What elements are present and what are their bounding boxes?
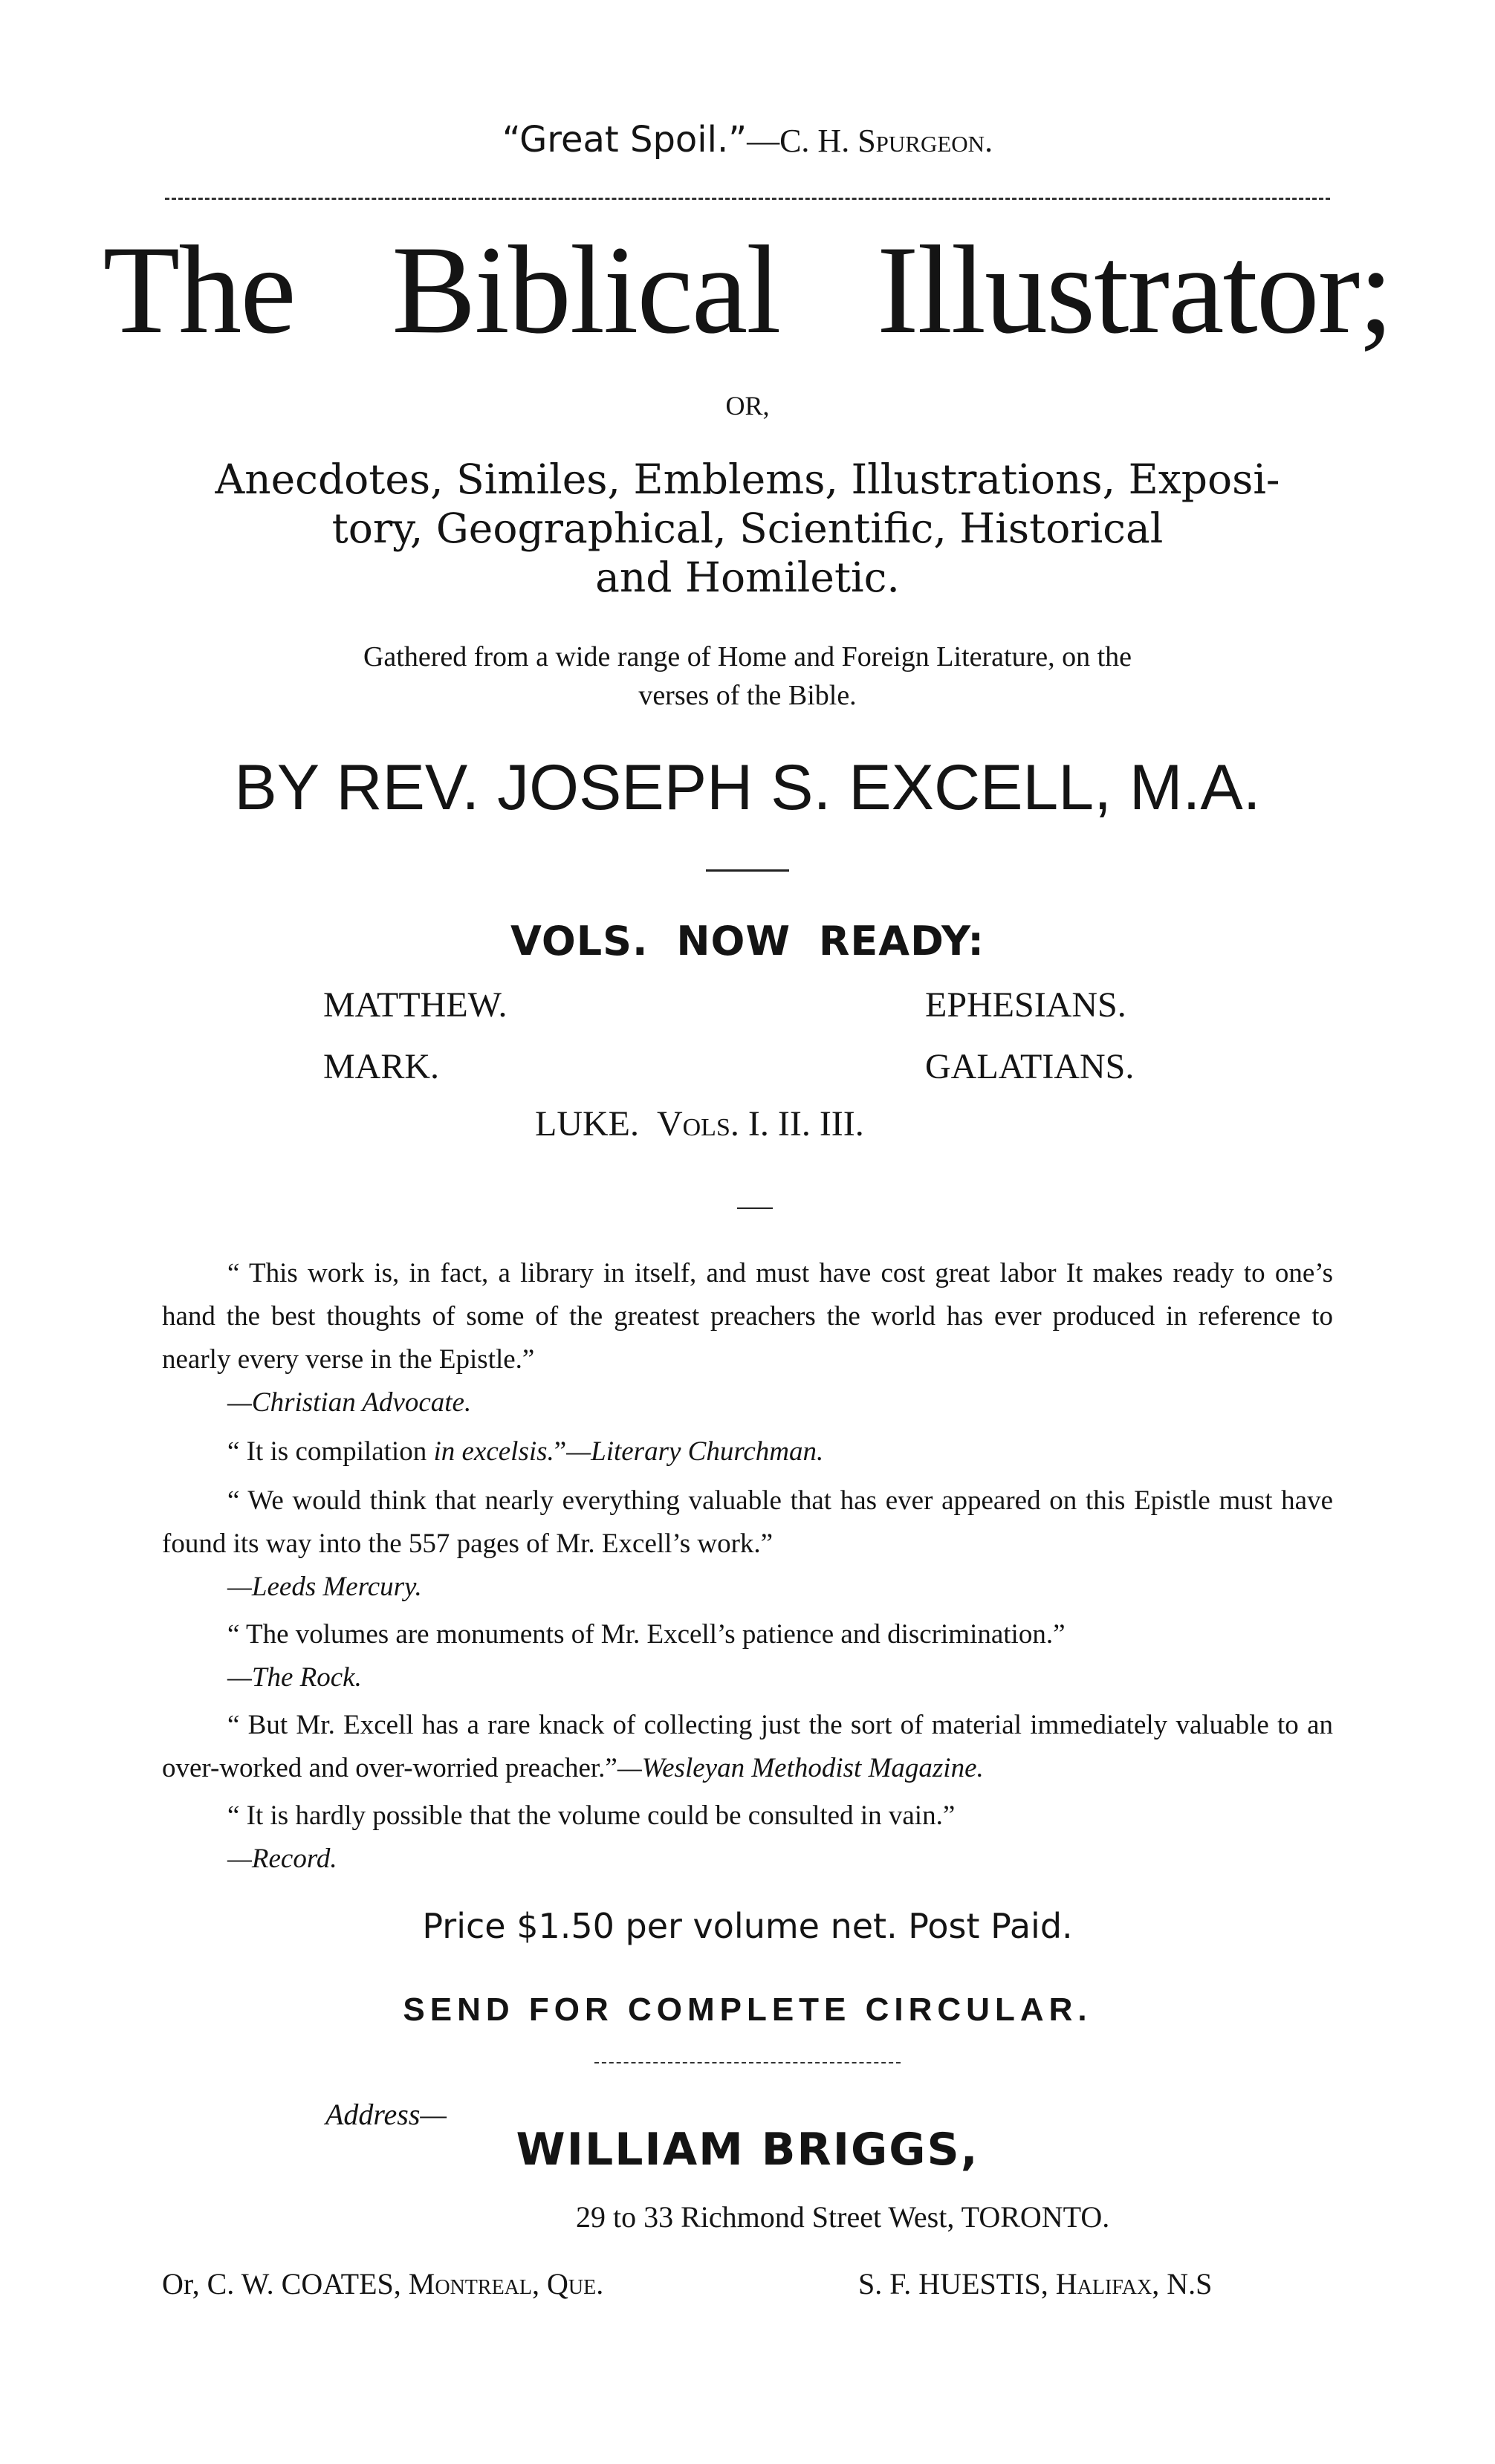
subtitle-line: Anecdotes, Similes, Emblems, Illustrations, Exposi-	[215, 455, 1280, 503]
review-source: —Christian Advocate.	[227, 1387, 472, 1418]
volume-mark: MARK.	[323, 1047, 440, 1086]
review-text: “ It is hardly possible that the volume could be consulted in vain.”	[227, 1800, 956, 1831]
header-attribution: —C. H. Spurgeon.	[747, 123, 993, 159]
volume-ephesians: EPHESIANS.	[925, 985, 1126, 1025]
montreal-agent	[162, 2266, 603, 2301]
page-title: The Biblical Illustrator;	[103, 220, 1392, 360]
gathered-line: verses of the Bible.	[638, 680, 857, 711]
montreal-city: Montreal, Que.	[408, 2267, 604, 2301]
review-text: “ The volumes are monuments of Mr. Excell’s patience and discrimination.”	[227, 1619, 1066, 1650]
header-quote: “Great Spoil.”	[502, 119, 748, 161]
subtitle-line: tory, Geographical, Scientific, Historical	[331, 505, 1164, 552]
circular-line: SEND FOR COMPLETE CIRCULAR.	[403, 1991, 1092, 2028]
address-label: Address—	[325, 2098, 447, 2131]
author-line: BY REV. JOSEPH S. EXCELL, M.A.	[234, 752, 1261, 823]
review	[162, 1613, 1333, 1699]
luke-label: LUKE.	[535, 1104, 639, 1144]
header-quote-line	[0, 119, 1495, 161]
review	[162, 1479, 1333, 1609]
subtitle	[0, 455, 1495, 602]
review-italic: in excelsis.	[433, 1436, 554, 1467]
review-text: ”	[554, 1436, 567, 1467]
review-text: “ We would think that nearly everything valuable that has ever appeared on this Epistle must have found its way into the 557 pages of Mr. Excell’s work.”	[162, 1485, 1333, 1559]
review-source: —Wesleyan Methodist Magazine.	[617, 1753, 984, 1783]
montreal-agent-name: Or, C. W. COATES,	[162, 2267, 409, 2301]
review-source: —Literary Churchman.	[566, 1436, 824, 1467]
price-line: Price $1.50 per volume net. Post Paid.	[422, 1906, 1073, 1946]
short-rule	[706, 869, 789, 872]
halifax-agent	[858, 2266, 1212, 2301]
review-text: “ It is compilation	[227, 1436, 434, 1467]
subtitle-line: and Homiletic.	[595, 554, 900, 601]
review-source: —The Rock.	[227, 1662, 362, 1693]
street-address: 29 to 33 Richmond Street West, TORONTO.	[576, 2200, 1110, 2234]
review	[162, 1794, 1333, 1881]
volume-galatians: GALATIANS.	[925, 1047, 1135, 1086]
review-source: —Record.	[227, 1844, 337, 1874]
review	[162, 1430, 1333, 1473]
or-label: OR,	[725, 391, 770, 421]
volume-luke	[535, 1103, 864, 1144]
review-text: “ But Mr. Excell has a rare knack of collecting just the sort of material immediately valuable to an over-worked and over-worried preacher.”	[162, 1710, 1333, 1783]
vols-heading: VOLS. NOW READY:	[510, 918, 985, 964]
review	[162, 1252, 1333, 1424]
gathered-note	[0, 638, 1495, 715]
halifax-agent-name: S. F. HUESTIS,	[858, 2267, 1056, 2301]
reviews	[162, 1252, 1333, 1881]
publisher-name: WILLIAM BRIGGS,	[516, 2124, 979, 2176]
top-dashed-rule	[165, 198, 1330, 200]
review-source: —Leeds Mercury.	[227, 1572, 422, 1602]
gathered-line: Gathered from a wide range of Home and Foreign Literature, on the	[363, 641, 1132, 672]
short-rule-2	[737, 1207, 773, 1209]
review-text: “ This work is, in fact, a library in itself, and must have cost great labor It makes ready to one’s hand the best thoughts of some of the greatest preachers the world has ever produced in reference to nearly every verse in the Epistle.”	[162, 1258, 1333, 1375]
review	[162, 1704, 1333, 1790]
volume-matthew: MATTHEW.	[323, 985, 507, 1025]
address-rule	[594, 2062, 901, 2063]
halifax-city: Halifax, N.S	[1055, 2267, 1213, 2301]
luke-volumes: Vols. I. II. III.	[656, 1104, 864, 1144]
